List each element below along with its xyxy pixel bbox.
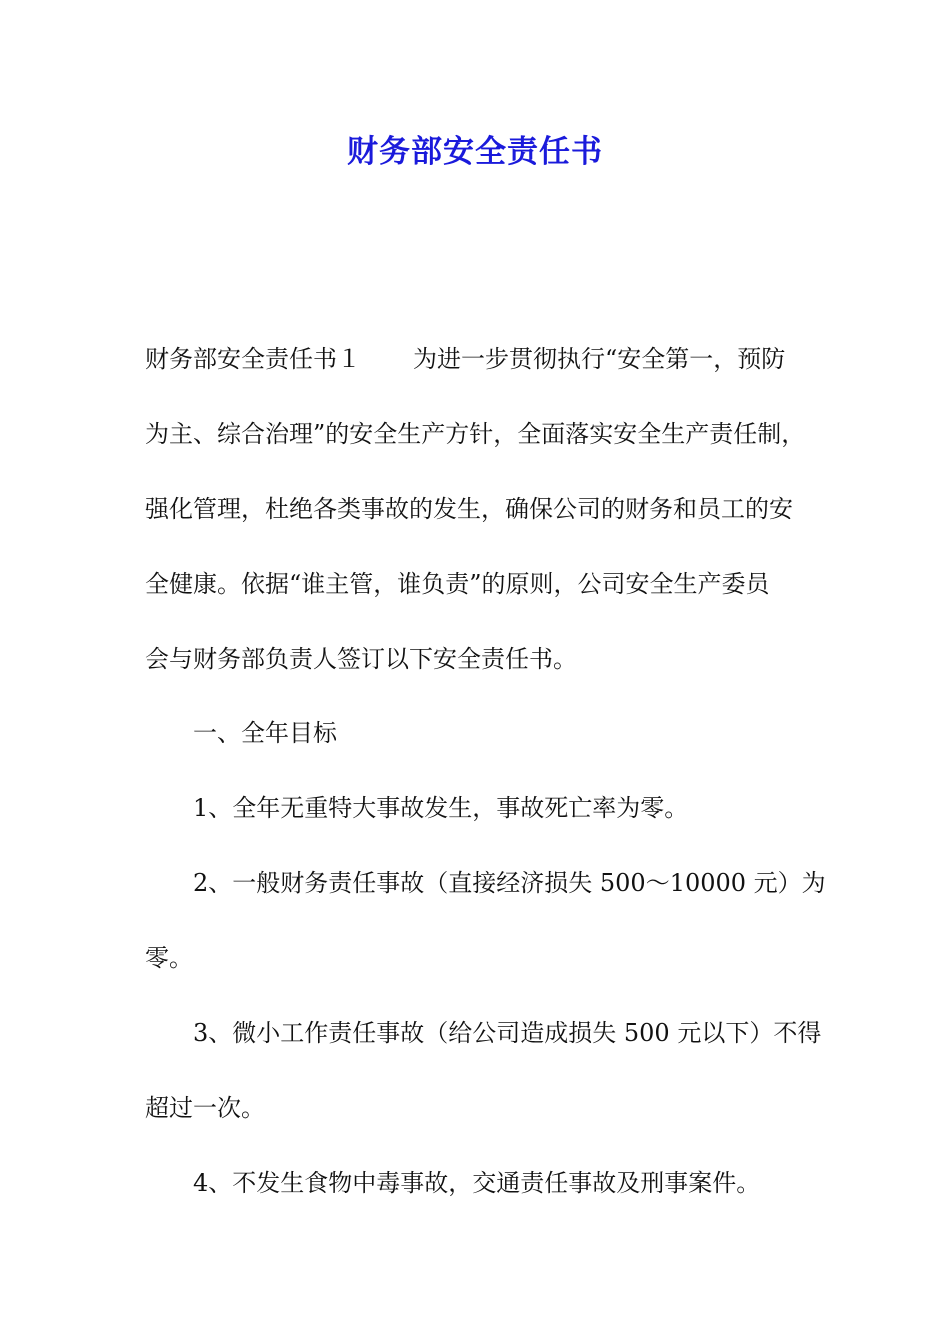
goal-item-4: 4、不发生食物中毒事故，交通责任事故及刑事案件。 [193,1169,761,1197]
goal-item-2-cont: 零。 [145,944,193,972]
section-heading-goals: 一、全年目标 [193,719,337,747]
paragraph-text: 为进一步贯彻执行“安全第一，预防 [413,345,786,373]
section-heading: 财务部安全责任书１ [145,345,361,373]
paragraph-line-1 [145,341,785,377]
goal-item-3-cont: 超过一次。 [145,1094,265,1122]
paragraph-line-2: 为主、综合治理”的安全生产方针，全面落实安全生产责任制， [145,420,806,448]
paragraph-line-5: 会与财务部负责人签订以下安全责任书。 [145,645,577,673]
goal-item-3: 3、微小工作责任事故（给公司造成损失 500 元以下）不得 [193,1019,822,1047]
document-title: 财务部安全责任书 [347,134,603,170]
goal-item-2: 2、一般财务责任事故（直接经济损失 500～10000 元）为 [193,869,826,897]
goal-item-1: 1、全年无重特大事故发生，事故死亡率为零。 [193,794,689,822]
paragraph-line-3: 强化管理，杜绝各类事故的发生，确保公司的财务和员工的安 [145,495,793,523]
paragraph-line-4: 全健康。依据“谁主管，谁负责”的原则，公司安全生产委员 [145,570,770,598]
